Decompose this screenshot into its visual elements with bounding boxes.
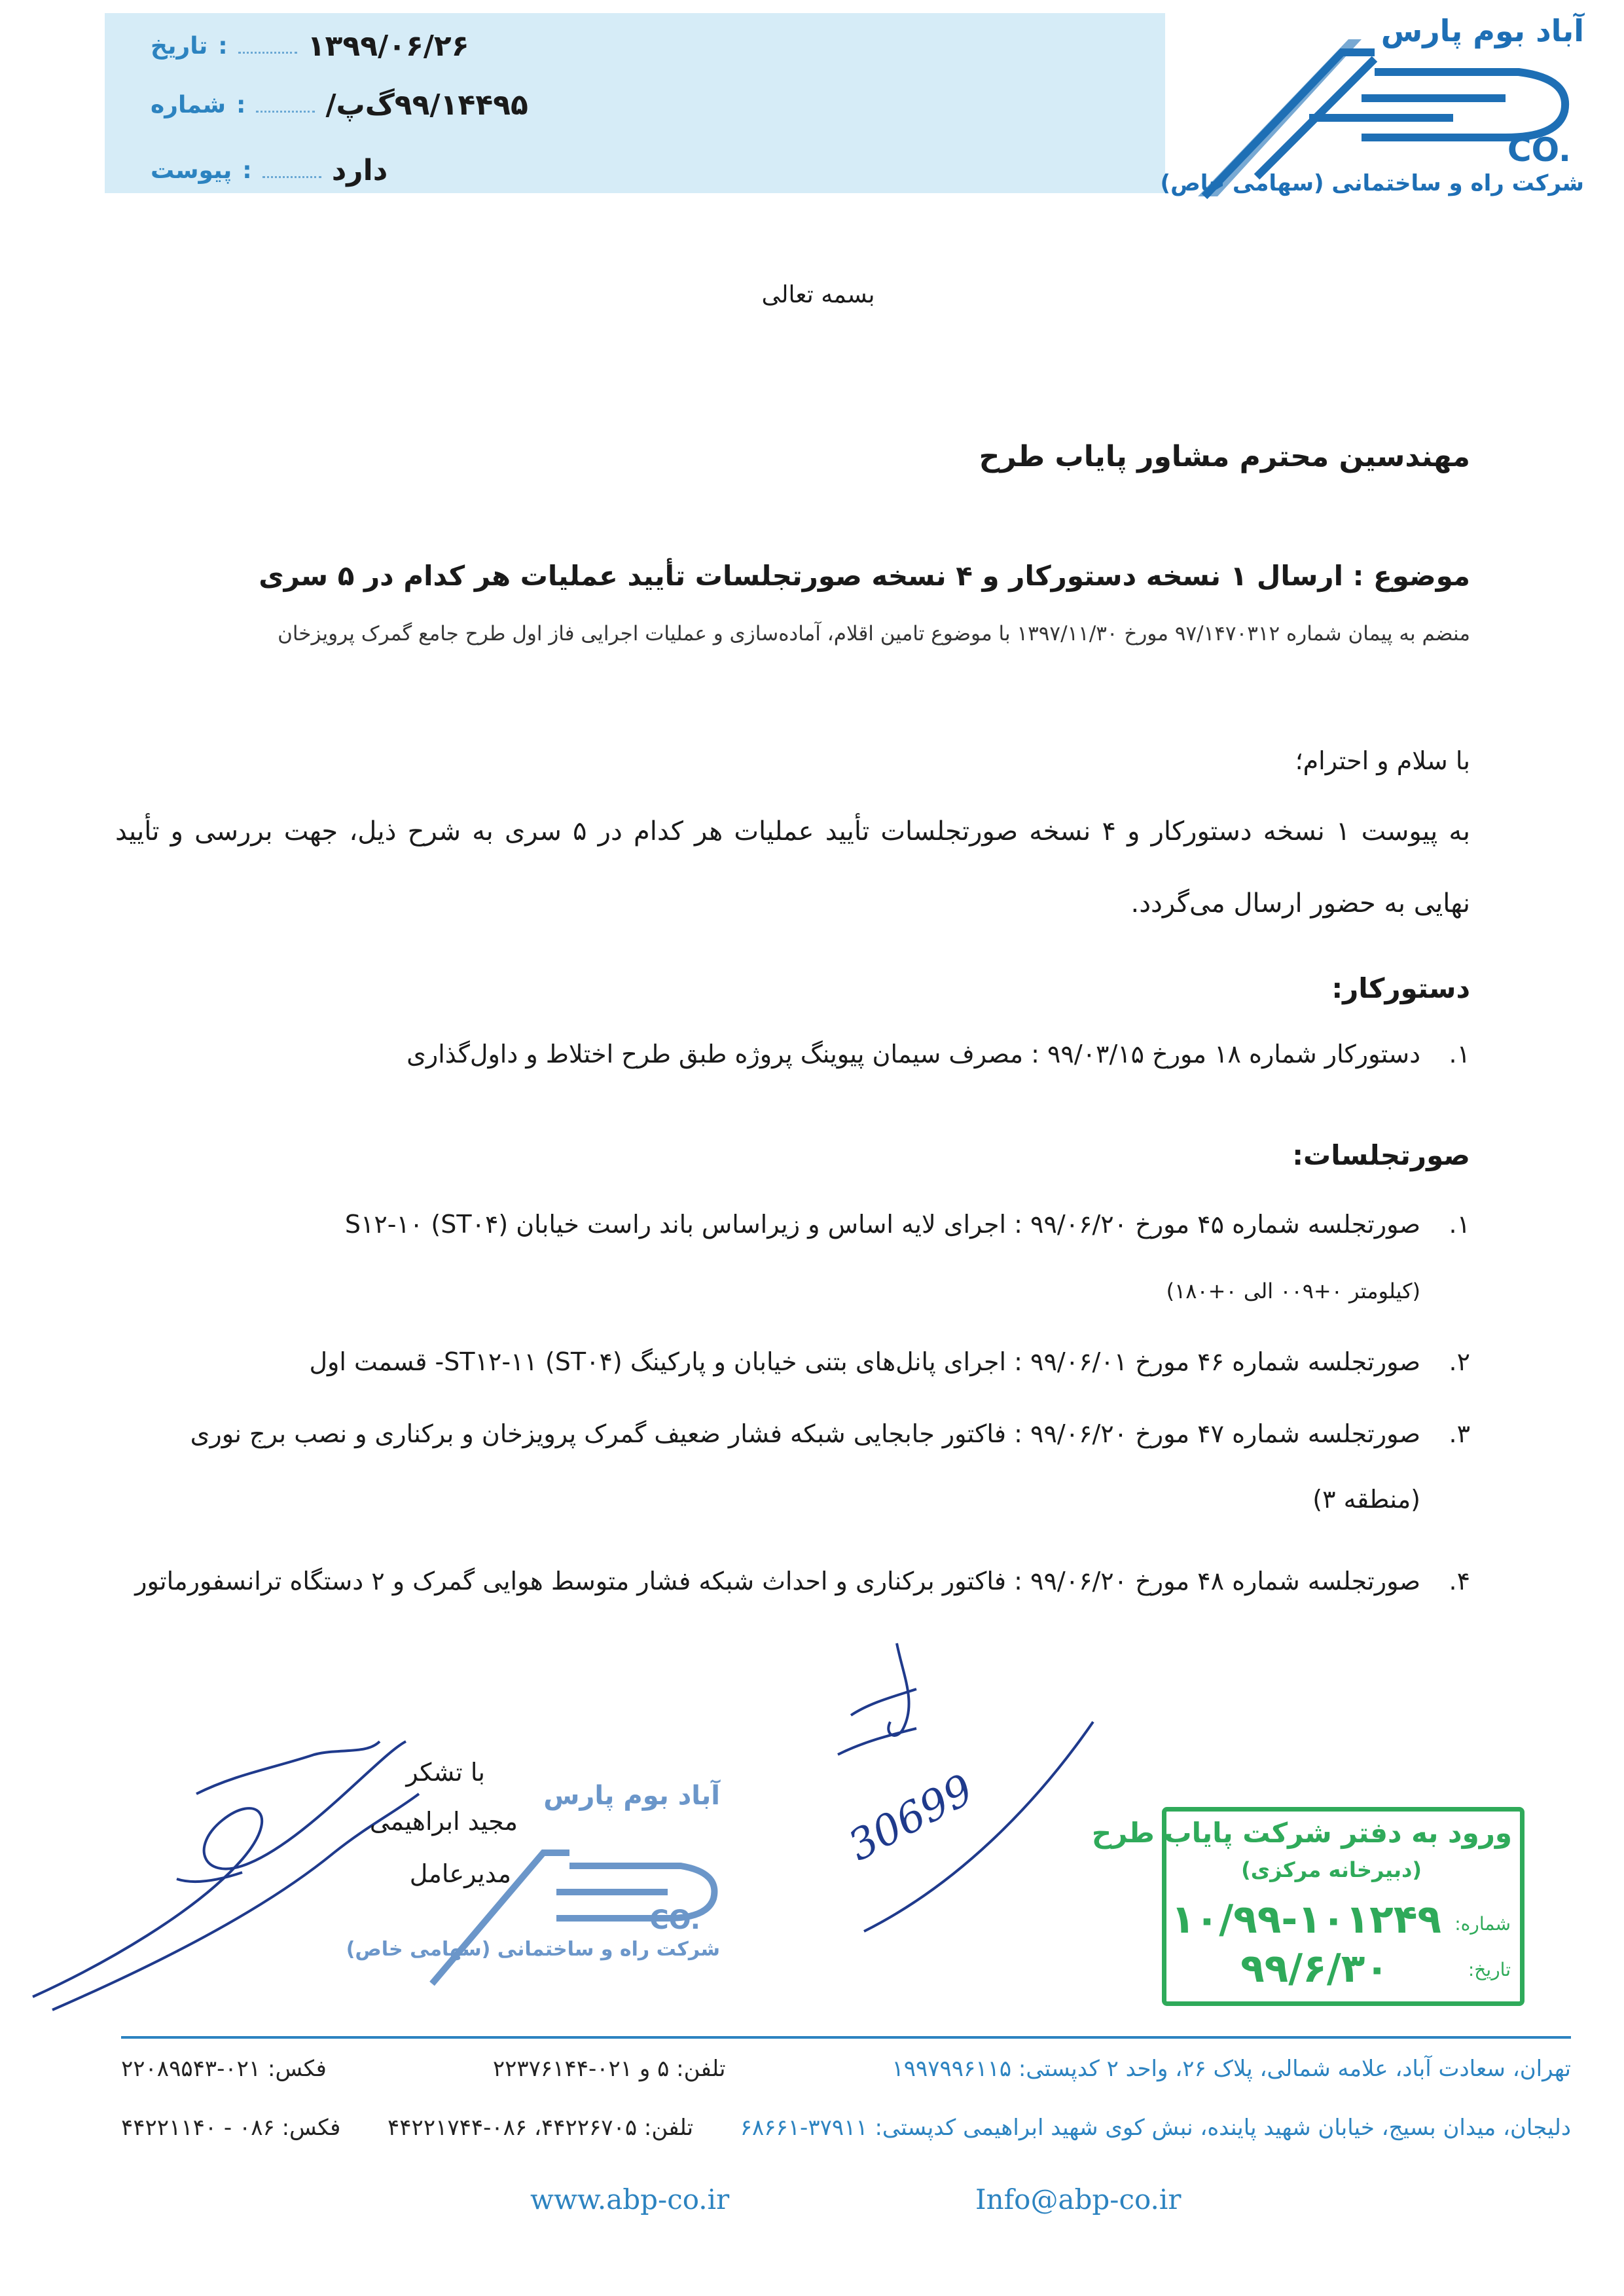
item-note: (کیلومتر ۰+۰۰۹ الی ۰+۱۸۰) (1166, 1279, 1420, 1303)
greeting: با سلام و احترام؛ (1295, 746, 1470, 775)
handwritten-number: 30699 (840, 1765, 982, 1871)
receipt-date-value: ۹۹/۶/۳۰ (1240, 1946, 1389, 1992)
company-name: آباد بوم پارس (1380, 13, 1584, 48)
attachment-value: دارد (331, 153, 388, 187)
work-orders-title: دستورکار: (1331, 972, 1470, 1004)
attachment-label: پیوست (151, 156, 232, 184)
footer-divider (121, 2036, 1571, 2039)
date-value: ۱۳۹۹/۰۶/۲۶ (307, 29, 469, 63)
footer-tehran (121, 2056, 1571, 2082)
seal-company-co: CO. (649, 1905, 700, 1935)
number-value: ۹۹/۱۴۴۹۵گ‌پ/ (325, 88, 528, 122)
number-row: شماره : ۹۹/۱۴۴۹۵گ‌پ/ (151, 88, 528, 122)
seal-company-name: آباد بوم پارس (543, 1781, 720, 1811)
subject-line: موضوع : ارسال ۱ نسخه دستورکار و ۴ نسخه صورتجلسات تأیید عملیات هر کدام در ۵ سری (259, 560, 1470, 592)
receipt-title: ورود به دفتر شرکت پایاب طرح (1091, 1817, 1512, 1849)
seal-company-subtitle: شرکت راه و ساختمانی (سهامی خاص) (346, 1938, 720, 1961)
list-item: ۳. صورتجلسه شماره ۴۷ مورخ ۹۹/۰۶/۲۰ : فاکتور جابجایی شبکه فشار ضعیف گمرک پرویزخان و برکناری و نصب برج نوری (منطقه ۳) (190, 1419, 1470, 1514)
delijan-address: دلیجان، میدان بسیج، خیابان شهید پاینده، نبش کوی شهید ابراهیمی کدپستی: ۳۷۹۱۱-۶۸۶۶۱ (740, 2115, 1571, 2141)
list-item: ۴. صورتجلسه شماره ۴۸ مورخ ۹۹/۰۶/۲۰ : فاکتور برکناری و احداث شبکه فشار متوسط هوایی گمرک و ۲ دستگاه ترانسفورماتور (135, 1567, 1470, 1595)
list-item: ۱. دستورکار شماره ۱۸ مورخ ۹۹/۰۳/۱۵ : مصرف سیمان پیوینگ پروژه طبق طرح اختلاط و داول‌گذاری (406, 1040, 1470, 1068)
footer-delijan (121, 2115, 1571, 2141)
receipt-number-label: شماره: (1454, 1913, 1511, 1935)
addressee: مهندسین محترم مشاور پایاب طرح (979, 440, 1470, 473)
closing-thanks: با تشکر (406, 1758, 485, 1787)
company-seal (346, 1781, 720, 1990)
list-item: ۲. صورتجلسه شماره ۴۶ مورخ ۹۹/۰۶/۰۱ : اجرای پانل‌های بتنی خیابان و پارکینگ ST۱۲-۱۱ (ST۰۴)- قسمت اول (309, 1347, 1470, 1376)
list-item: ۱. صورتجلسه شماره ۴۵ مورخ ۹۹/۰۶/۲۰ : اجرای لایه اساس و زیراساس باند راست خیابان (ST۰۴) S۱۲-۱۰ (کیلومتر ۰+۰۰۹ الی ۰+۱۸۰) (344, 1210, 1470, 1303)
date-row: تاریخ : ۱۳۹۹/۰۶/۲۶ (151, 29, 469, 63)
email-link[interactable]: Info@abp-co.ir (975, 2183, 1182, 2215)
date-label: تاریخ (151, 32, 208, 60)
number-label: شماره (151, 91, 226, 118)
signer-role: مدیرعامل (409, 1859, 511, 1888)
contract-reference: منضم به پیمان شماره ۹۷/۱۴۷۰۳۱۲ مورخ ۱۳۹۷/۱۱/۳۰ با موضوع تامین اقلام، آماده‌سازی و عملیات اجرایی فاز اول طرح جامع گمرک پرویزخان (278, 622, 1470, 646)
tehran-phone: تلفن: ۵ و ۰۲۱-۲۲۳۷۶۱۴۴ (492, 2056, 726, 2082)
receipt-stamp (1091, 1807, 1525, 2006)
company-logo (1160, 13, 1584, 203)
receipt-number-value: ۱۰/۹۹-۱۰۱۲۴۹ (1170, 1897, 1441, 1942)
tehran-fax: فکس: ۰۲۱-۲۲۰۸۹۵۴۳ (121, 2056, 327, 2082)
body-paragraph: به پیوست ۱ نسخه دستورکار و ۴ نسخه صورتجلسات تأیید عملیات هر کدام در ۵ سری به شرح ذیل، جهت بررسی و تأیید نهایی به حضور ارسال می‌گردد. (115, 816, 1471, 919)
company-subtitle: شرکت راه و ساختمانی (سهامی خاص) (1160, 170, 1584, 196)
delijan-fax: فکس: ۰۸۶ - ۴۴۲۲۱۱۴۰ (121, 2115, 341, 2141)
attachment-row: پیوست : دارد (151, 153, 388, 187)
invocation: بسمه تعالی (761, 282, 875, 308)
company-co: CO. (1507, 131, 1571, 169)
website-link[interactable]: www.abp-co.ir (530, 2183, 730, 2215)
receipt-subtitle: (دبیرخانه مرکزی) (1241, 1857, 1422, 1882)
tehran-address: تهران، سعادت آباد، علامه شمالی، پلاک ۲۶، واحد ۲ کدپستی: ۱۹۹۷۹۹۶۱۱۵ (892, 2056, 1571, 2082)
delijan-phone: تلفن: ۴۴۲۲۶۷۰۵، ۰۸۶-۴۴۲۲۱۷۴۴ (388, 2115, 694, 2141)
minutes-title: صورتجلسات: (1292, 1139, 1470, 1171)
receipt-date-label: تاریخ: (1468, 1959, 1511, 1980)
signer-name: مجید ابراهیمی (369, 1807, 518, 1836)
